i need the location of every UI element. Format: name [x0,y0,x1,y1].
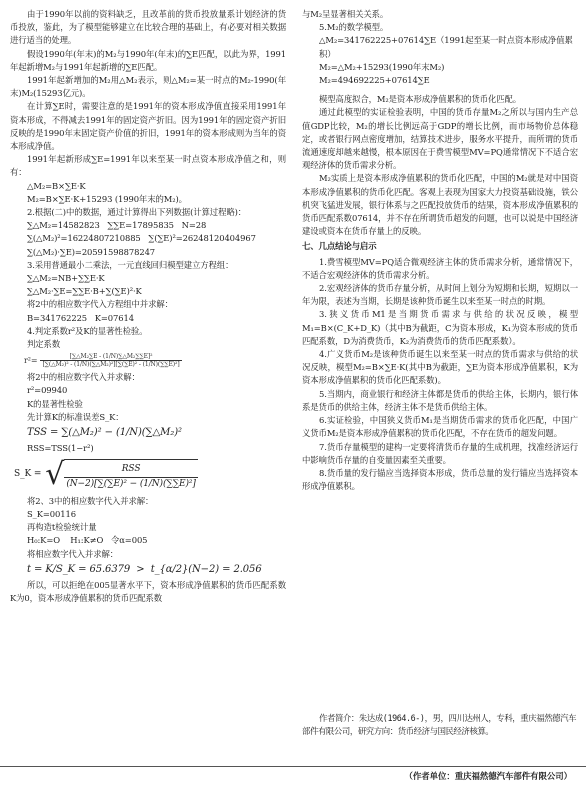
equation: M₂=B×∑E·K+15293 (1990年末的M₂)。 [27,193,187,204]
paragraph: 通过此模型的实证检验表明，中国的货币存量M₂之所以与国内生产总值GDP比较，M₂的增长比例远高于GDP的增长比例，而市场物价总体稳定，或者银行网点密度增加，结算技术进步，服务水平提升，而所谓的货币流通速度却越来越慢，根本原因在于费雪模型MV=PQ通常情况下不适合宏观经济体的货币需求分析。 [302,107,578,171]
conclusion-item: 4.广义货币M₂是该种货币诞生以来至某一时点的货币需求与供给的状况反映，模型M₂=B×∑E·K(其中B为截距，∑E为资本形成净值累积，K为资本形成净值累积的货币化匹配系数)。 [302,349,578,386]
paragraph: 1991年起新增加的M₂用△M₂表示，则△M₂=某一时点的M₂-1990(年末)M₂(15293亿元)。 [10,75,286,99]
r2-denominator: [∑(△M₂)² - (1/N)(∑△M₂)²][∑(∑E)² - (1/N)(∑∑E)²] [42,361,180,369]
paragraph: 先计算K的标准误差S_K： [27,411,124,422]
paragraph: 4.判定系数r²及K的显著性检验。 [27,325,148,336]
author-affiliation: （作者单位：重庆福然德汽车部件有限公司） [404,771,572,781]
paragraph: 假设1990年(年末)的M₂与1990年(年末)的∑E匹配，以此为界，1991年起新增M₂与1991年起新增的∑E匹配。 [10,48,286,72]
conclusion-item: 2.宏观经济体的货币存量分析，从时间上划分为短期和长期，短期以一年为限，表述为当期，长期是该种货币诞生以来至某一时点的时期。 [302,283,578,307]
section-heading: 七、几点结论与启示 [302,241,377,252]
paragraph: 将相应数字代入并求解： [27,548,119,559]
equation: ∑△M₂=NB+∑∑E·K [27,273,105,284]
r2-lhs: r²= [24,356,38,366]
conclusion-item: 8.货币量的发行锚应当选择资本形成，货币总量的发行锚应当选择资本形成净值累积。 [302,467,578,492]
conclusion-item: 7.货币存量模型的建构一定要将清货币存量的生成机理，找准经济运行中影响货币存量的自变量因素至关重要。 [302,441,578,465]
paragraph: 将2、3中的相应数字代入并求解： [27,495,154,506]
rss-formula: RSS=TSS(1−r²) [27,443,94,454]
equation: S_K=00116 [27,508,76,519]
paragraph: 由于1990年以前的资料缺乏，且改革前的货币投放量系计划经济的货币投放，鉴此，为了模型能够建立在比较合理的基础上，有必要对相关数据进行适当的处理。 [10,9,286,46]
paragraph: 2.根据(二)中的数据，通过计算得出下列数据(计算过程略)： [27,207,247,218]
equation: ∑△M₂=14582823 ∑∑E=17895835 N=28 [27,220,207,231]
conclusion-item: 5.当期内，商业银行和经济主体都是货币的供给主体，长期内，银行体系是货币的供给主体，经济主体不是货币供给主体。 [302,388,578,412]
paragraph: 在计算∑E时，需要注意的是1991年的资本形成净值直接采用1991年资本形成，不得减去1991年的固定资产折旧。因为1991年的固定资产折旧反映的是1990年末固定资产价值的折旧，1991年的资本形成则为当年的资本形成净值。 [10,101,286,152]
r2-fraction [40,353,181,368]
equation: △M₂=341762225+07614∑E（1991起至某一时点资本形成净值累积） [319,35,573,59]
equation: ∑△M₂·∑E=∑∑E·B+∑(∑E)²·K [27,286,142,297]
paragraph: 1991年起新形成∑E=1991年以来至某一时点资本形成净值之和，则有： [10,154,286,178]
right-column [302,8,578,493]
author-bio: 作者简介：朱达成(1964.6-)，男，四川达州人，专科，重庆福然德汽车部件有限公司，研究方向：货币经济与国民经济核算。 [302,713,577,736]
paragraph: 再构造t检验统计量 [27,522,97,533]
equation: M₂=494692225+07614∑E [319,75,430,86]
conclusion-item: 1.费雪模型MV=PQ适合微观经济主体的货币需求分析，通常情况下，不适合宏观经济体的货币需求分析。 [302,256,578,280]
sqrt-sign-icon: √ [45,457,65,492]
equation: M₂=△M₂+15293(1990年末M₂) [319,61,445,72]
paragraph: 判定系数 [27,339,61,350]
equation: ∑(△M₂)·∑E)=20591598878247 [27,246,156,257]
sk-fraction [64,459,198,490]
sk-formula [14,459,286,490]
equation: B=341762225 K=07614 [27,312,134,323]
paragraph: 与M₂呈显著相关关系。 [302,9,389,19]
sk-lhs: S_K = [14,469,42,480]
footer-rule [0,766,586,767]
paragraph: 5.M₂的数学模型。 [319,22,389,33]
paragraph: 3.采用普通最小二乘法，一元直线回归模型建立方程组： [27,259,234,270]
paragraph: 将2中的相应数字代入方程组中并求解： [27,299,173,310]
t-statistic: t = K/S_K = 65.6379 > t_{α/2}(N−2) = 2.056 [27,563,262,575]
sk-numerator: RSS [64,463,198,477]
sk-denominator: (N−2)[∑(∑E)² − (1/N)(∑∑E)²] [66,478,196,489]
equation: ∑(△M₂)²=16224807210885 ∑(∑E)²=26248120404967 [27,233,256,244]
paragraph: 将2中的相应数字代入并求解： [27,372,140,383]
equation: r²=09940 [27,385,68,396]
r-squared-formula [24,353,286,368]
r2-numerator: [∑△M₂∑E - (1/N)∑△M₂∑∑E]² [40,353,181,361]
paragraph: M₂实质上是资本形成净值累积的货币化匹配，中国的M₂就是对中国资本形成净值累积的货币化匹配。客观上表现为国家大力投资基础设施，铁公机突飞猛进发展，银行体系与之匹配投放货币的结果，资本形成净值累积的货币匹配系数07614，并不存在所谓货币超发的问题，也可以说是中国经济建设或资本在货币存量上的反映。 [302,173,578,237]
paragraph: 模型高度拟合，M₂是资本形成净值累积的货币化匹配。 [319,94,522,105]
paragraph: 所以，可以拒绝在005显著水平下，资本形成净值累积的货币匹配系数K为0，资本形成净值累积的货币匹配系数 [10,579,286,603]
left-column [10,8,286,605]
equation: △M₂=B×∑E·K [27,180,86,191]
conclusion-item: 3.狭义货币M1是当期货币需求与供给的状况反映，模型M₁=B×(C_K+D_K)（其中B为截距，C为资本形成，K₁为资本形成的货币匹配系数，D为消费货币，K₂为消费货币的货币匹配系数）。 [302,309,578,346]
tss-formula: TSS = ∑(△M₂)² − (1/N)(∑△M₂)² [27,427,182,439]
equation: H₀:K=O H₁:K≠O 令α=005 [27,535,148,546]
conclusion-item: 6.实证检验，中国狭义货币M₁是当期货币需求的货币化匹配，中国广义货币M₂是资本形成净值累积的货币化匹配，不存在货币的超发问题。 [302,415,578,439]
paragraph: K的显著性检验 [27,398,83,409]
